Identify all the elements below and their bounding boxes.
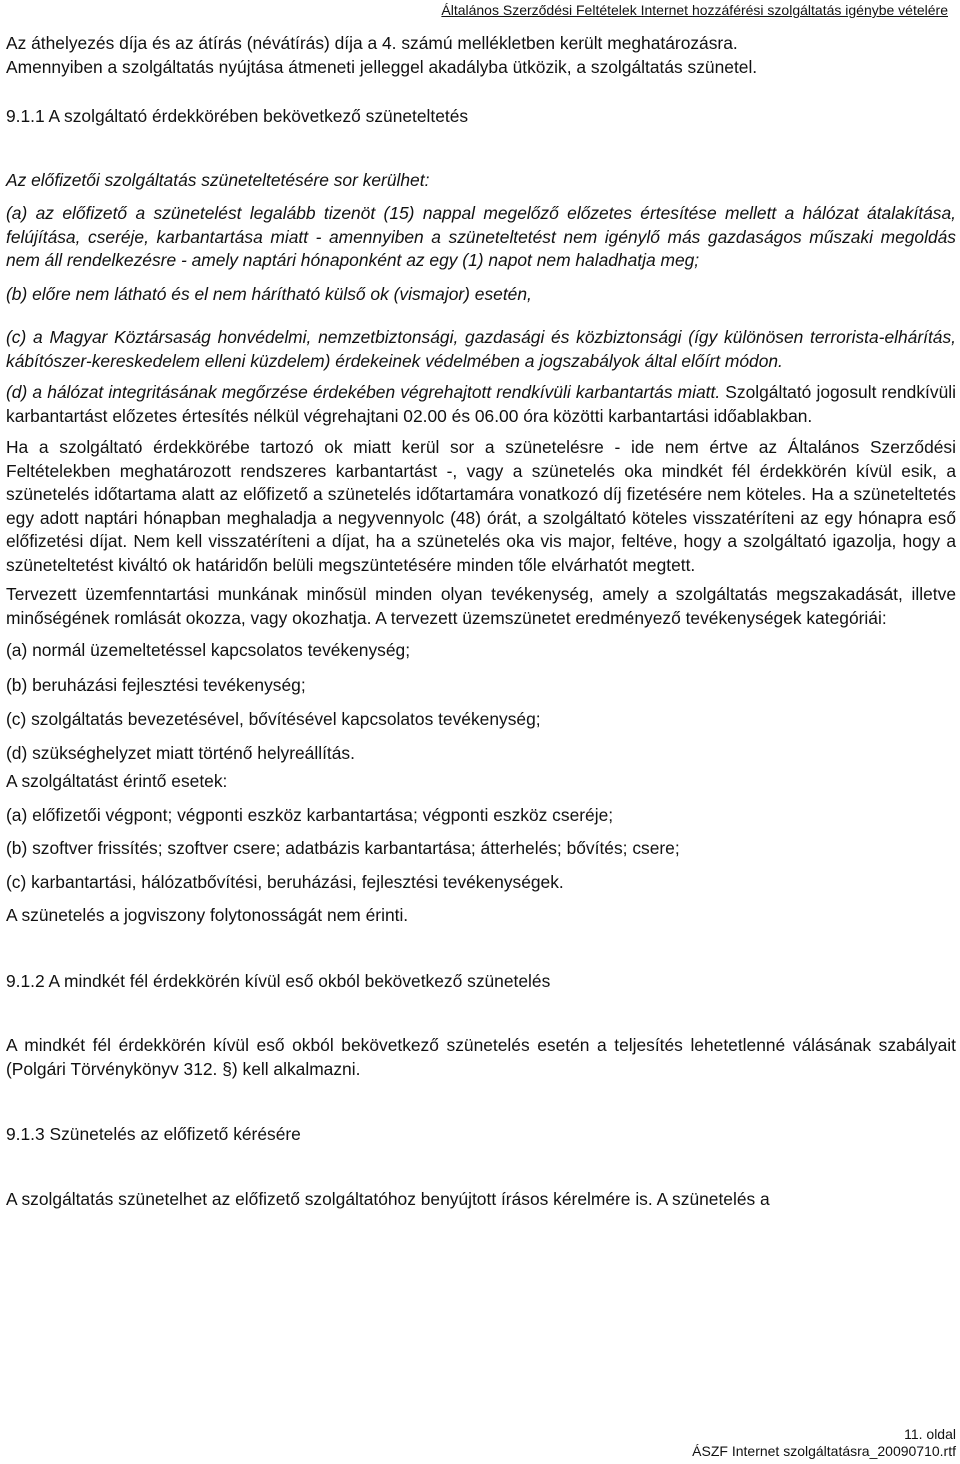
list-item: (b) beruházási fejlesztési tevékenység; — [6, 674, 306, 695]
item-d-italic: (d) a hálózat integritásának megőrzése érdekében végrehajtott rendkívüli karbantartás miatt. — [6, 382, 721, 402]
document-body — [6, 32, 956, 1211]
list-item: (d) szükséghelyzet miatt történő helyreállítás. — [6, 742, 355, 763]
paragraph-refund: Ha a szolgáltató érdekkörébe tartozó ok miatt kerül sor a szünetelésre - ide nem értve az Általános Szerződési Feltételekben meghatározott rendszeres karbantartást -, vagy a szünetelés oka mindkét fél érdekkörén kívül esik, a szünetelés időtartama alatt az előfizető a szünetelés időtartamára vonatkozó díj fizetésére nem köteles. Ha a szüneteltetés egy adott naptári hónapban meghaladja a negyvennyolc (48) órát, a szolgáltató köteles visszatéríteni az egy hónapra eső előfizetési díjat. Nem kell visszatéríteni a díjat, ha a szünetelés oka vis major, feltéve, hogy a szolgáltató igazolja, hogy a szüneteltetést kiváltó ok határidőn belüli megszüntetésére minden tőle elvárhatót megtett. — [6, 437, 956, 575]
item-b: (b) előre nem látható és el nem hárítható külső ok (vismajor) esetén, — [6, 283, 532, 304]
paragraph-cases: A szolgáltatást érintő esetek: — [6, 771, 228, 791]
page-header: Általános Szerződési Feltételek Internet hozzáférési szolgáltatás igénybe vételére — [441, 2, 948, 18]
item-a: (a) az előfizető a szünetelést legalább tizenöt (15) nappal megelőző előzetes értesítése mellett a hálózat átalakítása, felújítása, cseréje, karbantartása miatt - amennyiben a szüneteltetést nem igénylő más gazdaságos műszaki megoldás nem áll rendelkezésre - amely naptári hónaponként az egy (1) napot nem haladhatja meg; — [6, 203, 956, 270]
page-number: 11. oldal — [904, 1426, 956, 1442]
paragraph-suspension: Amennyiben a szolgáltatás nyújtása átmeneti jelleggel akadályba ütközik, a szolgáltatás szünetel. — [6, 56, 758, 77]
list-item: (a) normál üzemeltetéssel kapcsolatos tevékenység; — [6, 640, 411, 660]
paragraph-continuity: A szünetelés a jogviszony folytonosságát nem érinti. — [6, 905, 409, 925]
paragraph-planned: Tervezett üzemfenntartási munkának minősül minden olyan tevékenység, amely a szolgáltatás megszakadását, illetve minőségének romlását okozza, vagy okozhatja. A tervezett üzemszünetet eredményező tevékenységek kategóriái: — [6, 584, 956, 628]
item-d-rest: Szolgáltató jogosult rendkívüli karbantartást előzetes értesítés nélkül végrehajtani 02.00 és 06.00 óra közötti karbantartási időablakban. — [6, 382, 956, 426]
paragraph-intro: Az előfizetői szolgáltatás szüneteltetésére sor kerülhet: — [6, 169, 430, 190]
paragraph-request: A szolgáltatás szünetelhet az előfizető szolgáltatóhoz benyújtott írásos kérelmére is. A szünetelés a — [6, 1188, 770, 1209]
section-heading-9-1-1: 9.1.1 A szolgáltató érdekkörében bekövetkező szüneteltetés — [6, 106, 469, 126]
section-heading-9-1-2: 9.1.2 A mindkét fél érdekkörén kívül eső okból bekövetkező szünetelés — [6, 970, 551, 991]
paragraph-fee: Az áthelyezés díja és az átírás (névátírás) díja a 4. számú mellékletben került meghatározásra. — [6, 33, 738, 53]
list-item: (a) előfizetői végpont; végponti eszköz karbantartása; végponti eszköz cseréje; — [6, 804, 614, 825]
list-item: (c) szolgáltatás bevezetésével, bővítésével kapcsolatos tevékenység; — [6, 709, 541, 729]
item-c: (c) a Magyar Köztársaság honvédelmi, nemzetbiztonsági, gazdasági és közbiztonsági (így különösen terrorista-elhárítás, kábítószer-kereskedelem elleni küzdelem) érdekeinek védelmében a jogszabályok által előírt módon. — [6, 327, 956, 371]
paragraph-force-majeure: A mindkét fél érdekkörén kívül eső okból bekövetkező szünetelés esetén a teljesítés lehetetlenné válásának szabályait (Polgári Törvénykönyv 312. §) kell alkalmazni. — [6, 1035, 956, 1079]
page-footer — [692, 1426, 956, 1460]
section-heading-9-1-3: 9.1.3 Szünetelés az előfizető kérésére — [6, 1124, 301, 1144]
list-item: (b) szoftver frissítés; szoftver csere; adatbázis karbantartása; átterhelés; bővítés; csere; — [6, 838, 680, 858]
list-item: (c) karbantartási, hálózatbővítési, beruházási, fejlesztési tevékenységek. — [6, 871, 564, 892]
file-name: ÁSZF Internet szolgáltatásra_20090710.rtf — [692, 1443, 956, 1459]
item-d — [6, 381, 956, 428]
